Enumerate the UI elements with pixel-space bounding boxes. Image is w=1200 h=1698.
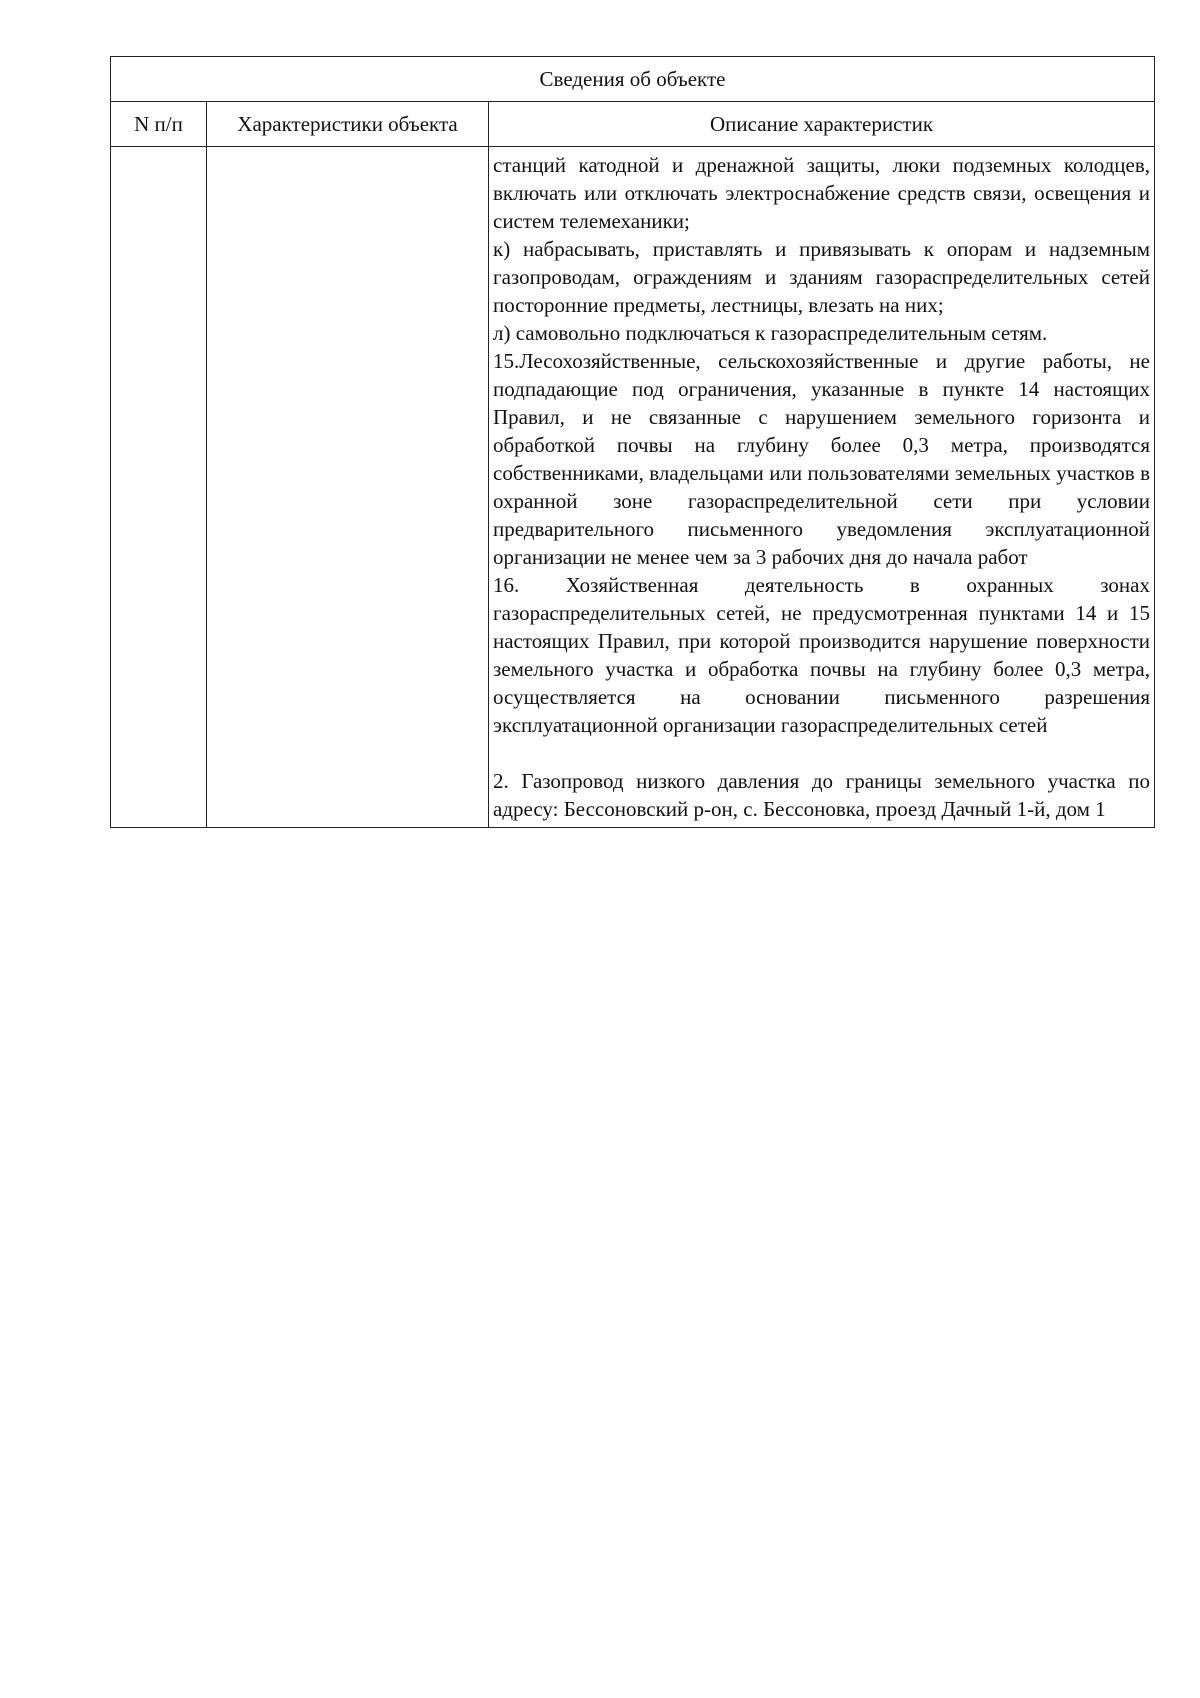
description-paragraph: л) самовольно подключаться к газораспределительным сетям. — [493, 321, 1048, 345]
object-info-table — [110, 56, 1155, 828]
row-description-cell — [489, 147, 1155, 828]
paragraph-spacer — [493, 739, 1150, 767]
description-paragraph: станций катодной и дренажной защиты, люки подземных колодцев, включать или отключать электроснабжение средств связи, освещения и систем телемеханики; — [493, 153, 1150, 233]
table-caption-row — [111, 57, 1155, 102]
description-paragraph: 2. Газопровод низкого давления до границы земельного участка по адресу: Бессоновский р-он, с. Бессоновка, проезд Дачный 1-й, дом 1 — [493, 769, 1150, 821]
row-characteristics-cell — [207, 147, 489, 828]
description-paragraph: 16. Хозяйственная деятельность в охранных зонах газораспределительных сетей, не предусмотренная пунктами 14 и 15 настоящих Правил, при которой производится нарушение поверхности земельного участка и обработка почвы на глубину более 0,3 метра, осуществляется на основании письменного разрешения эксплуатационной организации газораспределительных сетей — [493, 573, 1150, 737]
description-paragraph: 15.Лесохозяйственные, сельскохозяйственные и другие работы, не подпадающие под ограничения, указанные в пункте 14 настоящих Правил, и не связанные с нарушением земельного горизонта и обработкой почвы на глубину более 0,3 метра, производятся собственниками, владельцами или пользователями земельных участков в охранной зоне газораспределительной сети при условии предварительного письменного уведомления эксплуатационной организации не менее чем за 3 рабочих дня до начала работ — [493, 349, 1150, 569]
description-paragraph: к) набрасывать, приставлять и привязывать к опорам и надземным газопроводам, ограждениям и зданиям газораспределительных сетей посторонние предметы, лестницы, влезать на них; — [493, 237, 1150, 317]
header-description: Описание характеристик — [489, 102, 1155, 147]
header-num: N п/п — [111, 102, 207, 147]
table-header-row — [111, 102, 1155, 147]
table-row — [111, 147, 1155, 828]
table-caption: Сведения об объекте — [111, 57, 1155, 102]
row-num-cell — [111, 147, 207, 828]
header-characteristics: Характеристики объекта — [207, 102, 489, 147]
